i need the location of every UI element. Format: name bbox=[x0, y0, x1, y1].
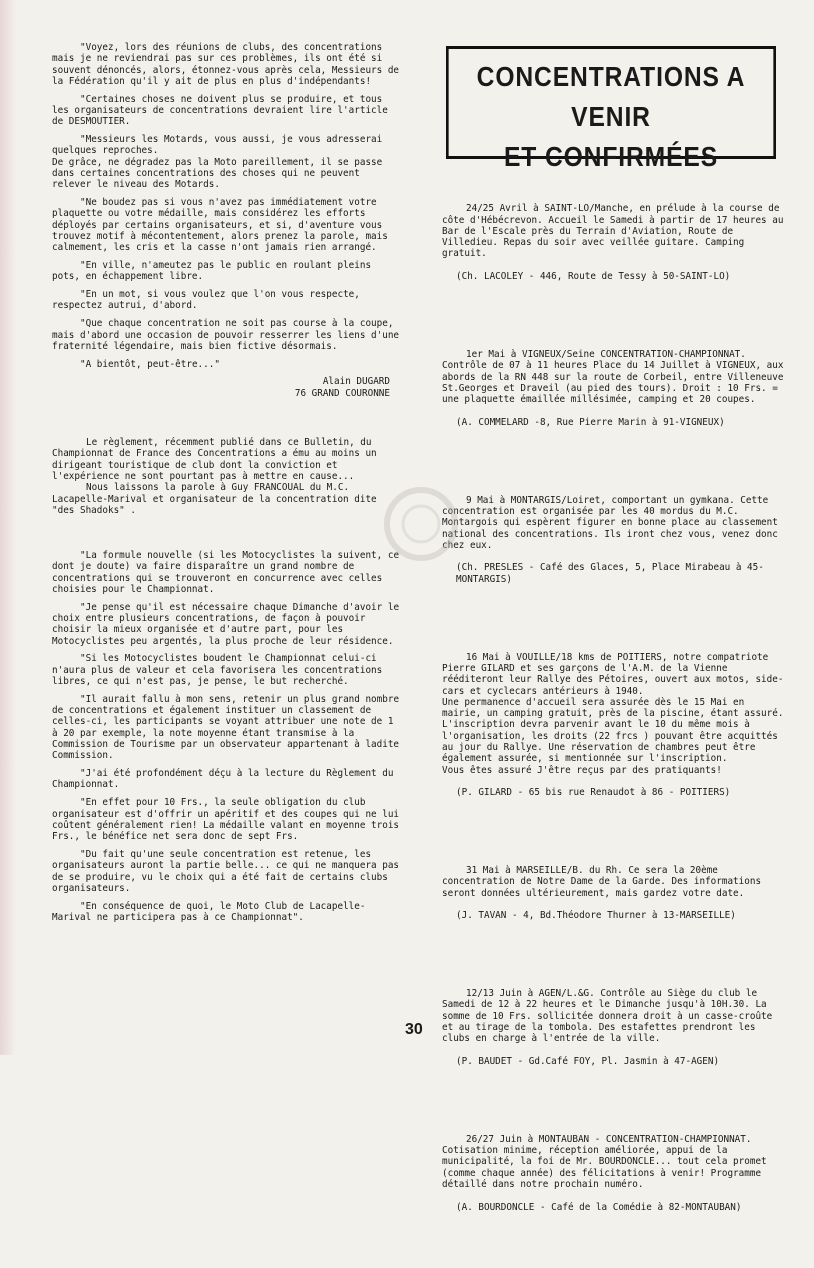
section-title-box bbox=[446, 46, 776, 172]
left-column bbox=[52, 42, 402, 930]
letter-paragraph: "Messieurs les Motards, vous aussi, je vous adresserai quelques reproches. De grâce, ne dégradez pas la Moto pareillement, il se passe dans certaines concentrations des choses qui ne peuvent relever le niveau des Motards. bbox=[52, 134, 383, 191]
event-entry bbox=[442, 1123, 787, 1225]
event-description: 16 Mai à VOUILLE/18 kms de POITIERS, notre compatriote Pierre GILARD et ses garçons de l'A.M. de la Vienne rééditeront leur Rallye des Pétoires, ouvert aux motos, side-cars et cyclecars antérieurs à 1940. Une permanence d'accueil sera assurée dès le 15 Mai en mairie, un camping gratuit, près de la piscine, étant assuré. L'inscription devra parvenir avant le 10 du même mois à l'organisation, les droits (22 frcs ) pouvant être acquittés au jour du Rallye. Une réservation de chambres peut être également assurée, si mentionnée sur l'inscription. Vous êtes assuré J'être reçus par des pratiquants! bbox=[442, 651, 784, 776]
quote-paragraph: "Il aurait fallu à mon sens, retenir un plus grand nombre de concentrations et également instituer un classement de celles-ci, les participants se voyant attribuer une note de 1 à 20 par exemple, la note moyenne étant transmise à la Commission de Tourisme par un observateur appartenant à ladite Commission. bbox=[52, 693, 400, 762]
editorial-intro-2: Nous laissons la parole à Guy FRANCOUAL du M.C. Lacapelle-Marival et organisateur de la concentration dite "des Shadoks" . bbox=[52, 482, 377, 516]
event-entry bbox=[442, 192, 787, 294]
quote-paragraph: "En effet pour 10 Frs., la seule obligation du club organisateur est d'offrir un apéritif et des coupes qui ne lui coûtent généralement rien! La médaille valant en moyenne trois Frs., le bénéfice net sera donc de sept Frs. bbox=[52, 797, 400, 843]
event-contact: (Ch. PRESLES - Café des Glaces, 5, Place Mirabeau à 45-MONTARGIS) bbox=[456, 562, 764, 585]
event-description: 26/27 Juin à MONTAUBAN - CONCENTRATION-CHAMPIONNAT. Cotisation minime, réception améliorée, appui de la municipalité, la foi de Mr. BOURDONCLE... tout cela promet (comme chaque année) des félicitations à venir! Programme détaillé dans notre prochain numéro. bbox=[442, 1133, 767, 1190]
quote-paragraph: "J'ai été profondément déçu à la lecture du Règlement du Championnat. bbox=[52, 768, 394, 791]
event-description: 31 Mai à MARSEILLE/B. du Rh. Ce sera la 20ème concentration de Notre Dame de la Garde. Des informations seront données ultérieurement, mais gardez votre date. bbox=[442, 865, 762, 899]
event-contact: (J. TAVAN - 4, Bd.Théodore Thurner à 13-MARSEILLE) bbox=[456, 910, 736, 922]
quote-paragraph: "Du fait qu'une seule concentration est retenue, les organisateurs auront la partie belle... ce qui ne manquera pas de se produire, vu le choix qui a été fait de certains clubs organisateurs. bbox=[52, 848, 400, 894]
event-entry bbox=[442, 854, 787, 933]
event-description: 12/13 Juin à AGEN/L.&G. Contrôle au Siège du club le Samedi de 12 à 22 heures et le Dimanche jusqu'à 10H.30. La somme de 10 Frs. sollicitée donnera droit à un casse-croûte et au tirage de la tombola. Des estafettes prendront les clubs en charge à l'entrée de la ville. bbox=[442, 988, 773, 1045]
event-entry bbox=[442, 977, 787, 1079]
event-description: 1er Mai à VIGNEUX/Seine CONCENTRATION-CHAMPIONNAT. Contrôle de 07 à 11 heures Place du 14 Juillet à VIGNEUX, aux abords de la RN 448 sur la route de Corbeil, entre Villeneuve St.Georges et Draveil (au pied des tours). Droit : 10 Frs. = une plaquette émaillée millésimée, camping et 20 coupes. bbox=[442, 348, 784, 406]
letter-paragraph: "En un mot, si vous voulez que l'on vous respecte, respectez autrui, d'abord. bbox=[52, 289, 360, 312]
signature-name: Alain DUGARD bbox=[322, 376, 390, 388]
page-edge bbox=[0, 0, 16, 1055]
watermark-logo bbox=[375, 485, 467, 563]
event-contact: (A. BOURDONCLE - Café de la Comédie à 82-MONTAUBAN) bbox=[456, 1201, 742, 1213]
event-contact: (P. BAUDET - Gd.Café FOY, Pl. Jasmin à 47-AGEN) bbox=[456, 1055, 720, 1067]
event-description: 24/25 Avril à SAINT-LO/Manche, en prélude à la course de côte d'Hébécrevon. Accueil le Samedi à partir de 17 heures au Bar de l'Escale près du Terrain d'Aviation, Route de Villedieu. Repas du soir avec veillée guitare. Camping gratuit. bbox=[442, 203, 784, 260]
quote-paragraph: "En conséquence de quoi, le Moto Club de Lacapelle-Marival ne participera pas à ce Championnat". bbox=[52, 900, 366, 923]
event-contact: (Ch. LACOLEY - 446, Route de Tessy à 50-SAINT-LO) bbox=[456, 271, 731, 283]
event-contact: (P. GILARD - 65 bis rue Renaudot à 86 - POITIERS) bbox=[456, 787, 731, 799]
quote-paragraph: "Si les Motocyclistes boudent le Championnat celui-ci n'aura plus de valeur et cela favorisera les concentrations libres, ce qui n'est pas, je pense, le but recherché. bbox=[52, 653, 383, 688]
letter-paragraph: "Certaines choses ne doivent plus se produire, et tous les organisateurs de concentrations devraient lire l'article de DESMOUTIER. bbox=[52, 93, 388, 128]
signature-club: 76 GRAND COURONNE bbox=[294, 387, 390, 399]
quote-paragraph: "La formule nouvelle (si les Motocyclistes la suivent, ce dont je doute) va faire disparaître un grand nombre de concentrations qui se trouveront en concurrence avec celles choisies pour le Championnat. bbox=[52, 550, 400, 595]
events-column bbox=[442, 192, 787, 1268]
letter-signature bbox=[52, 376, 402, 399]
letter-paragraph: "Que chaque concentration ne soit pas course à la coupe, mais d'abord une occasion de pouvoir resserrer les liens d'une fraternité légendaire, mais bien fictive désormais. bbox=[52, 318, 400, 352]
page-number: 30 bbox=[405, 1021, 423, 1038]
quote-paragraph: "Je pense qu'il est nécessaire chaque Dimanche d'avoir le choix entre plusieurs concentrations, de façon à pouvoir choisir la mieux organisée et d'autre part, pour les Motocyclistes peu argentés, la plus proche de leur résidence. bbox=[52, 601, 400, 647]
letter-paragraph: "Voyez, lors des réunions de clubs, des concentrations mais je ne reviendrai pas sur ces problèmes, ils ont été si souvent dénoncés, alors, étonnez-vous après cela, Messieurs de la Fédération qu'il y ait de plus en plus d'indépendants! bbox=[52, 42, 400, 87]
event-contact: (A. COMMELARD -8, Rue Pierre Marin à 91-VIGNEUX) bbox=[456, 416, 725, 428]
title-line-2: ET CONFIRMÉES bbox=[503, 141, 719, 172]
event-description: 9 Mai à MONTARGIS/Loiret, comportant un gymkana. Cette concentration est organisée par les 40 mordus du M.C. Montargois qui espèrent figurer en bonne place au classement national des concentrations. Ils iront chez vous, venez donc chez eux. bbox=[442, 494, 778, 551]
event-entry bbox=[442, 640, 787, 809]
letter-paragraph: "En ville, n'ameutez pas le public en roulant pleins pots, en échappement libre. bbox=[52, 260, 372, 283]
editorial-intro: Le règlement, récemment publié dans ce Bulletin, du Championnat de France des Concentrations a ému au moins un dirigeant touristique de club dont la conviction et l'expérience ne sont pourtant pas à mettre en cause... bbox=[52, 437, 377, 482]
letter-paragraph: "A bientôt, peut-être..." bbox=[80, 358, 220, 370]
event-entry bbox=[442, 338, 787, 440]
title-line-1: CONCENTRATIONS A VENIR bbox=[476, 61, 746, 132]
event-entry bbox=[442, 483, 787, 596]
letter-paragraph: "Ne boudez pas si vous n'avez pas immédiatement votre plaquette ou votre médaille, mais considérez les efforts déployés par certains organisateurs, et si, d'aventure vous trouvez motif à mécontentement, alors prenez la parole, mais calmement, les cris et la casse n'ont jamais rien arrangé. bbox=[52, 197, 388, 254]
